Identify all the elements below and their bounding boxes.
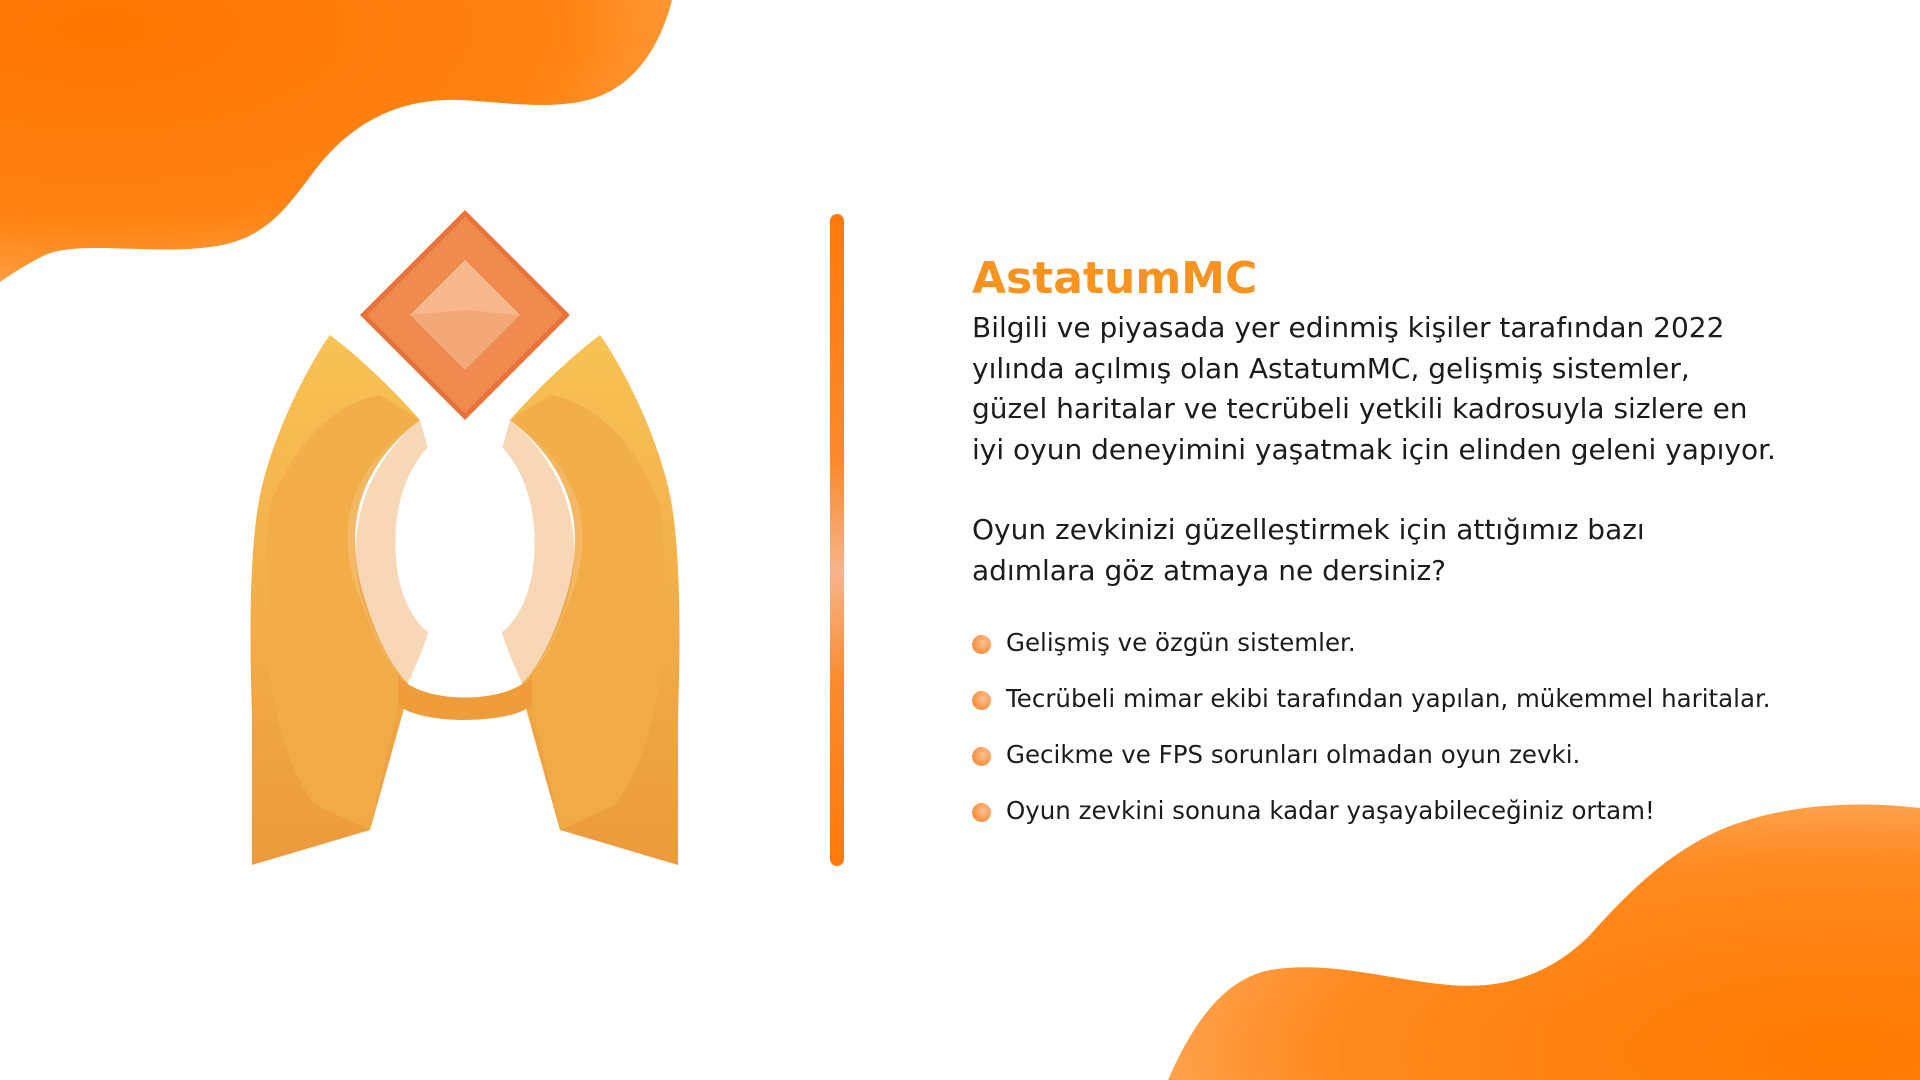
feature-list xyxy=(972,625,1892,827)
astatum-logo-icon xyxy=(230,205,700,875)
content-panel xyxy=(972,250,1892,849)
intro-paragraph: Bilgili ve piyasada yer edinmiş kişiler tarafından 2022 yılında açılmış olan AstatumMC, gelişmiş sistemler, güzel haritalar ve tecrübeli yetkili kadrosuyla sizlere en iyi oyun deneyimini yaşatmak için elinden geleni yapıyor. xyxy=(972,311,1776,466)
bullet-icon xyxy=(972,803,991,822)
bullet-icon xyxy=(972,747,991,766)
feature-text: Tecrübeli mimar ekibi tarafından yapılan, mükemmel haritalar. xyxy=(1006,683,1771,713)
list-item xyxy=(972,737,1892,771)
feature-text: Gelişmiş ve özgün sistemler. xyxy=(1006,627,1356,657)
list-item xyxy=(972,793,1892,827)
feature-text: Oyun zevkini sonuna kadar yaşayabileceğiniz ortam! xyxy=(1006,795,1655,825)
bullet-icon xyxy=(972,691,991,710)
page-title: AstatumMC xyxy=(972,253,1258,304)
vertical-divider xyxy=(830,214,844,866)
feature-text: Gecikme ve FPS sorunları olmadan oyun zevki. xyxy=(1006,739,1581,769)
intro-question: Oyun zevkinizi güzelleştirmek için attığımız bazı adımlara göz atmaya ne dersiniz? xyxy=(972,513,1645,587)
bullet-icon xyxy=(972,635,991,654)
list-item xyxy=(972,681,1892,715)
list-item xyxy=(972,625,1892,659)
